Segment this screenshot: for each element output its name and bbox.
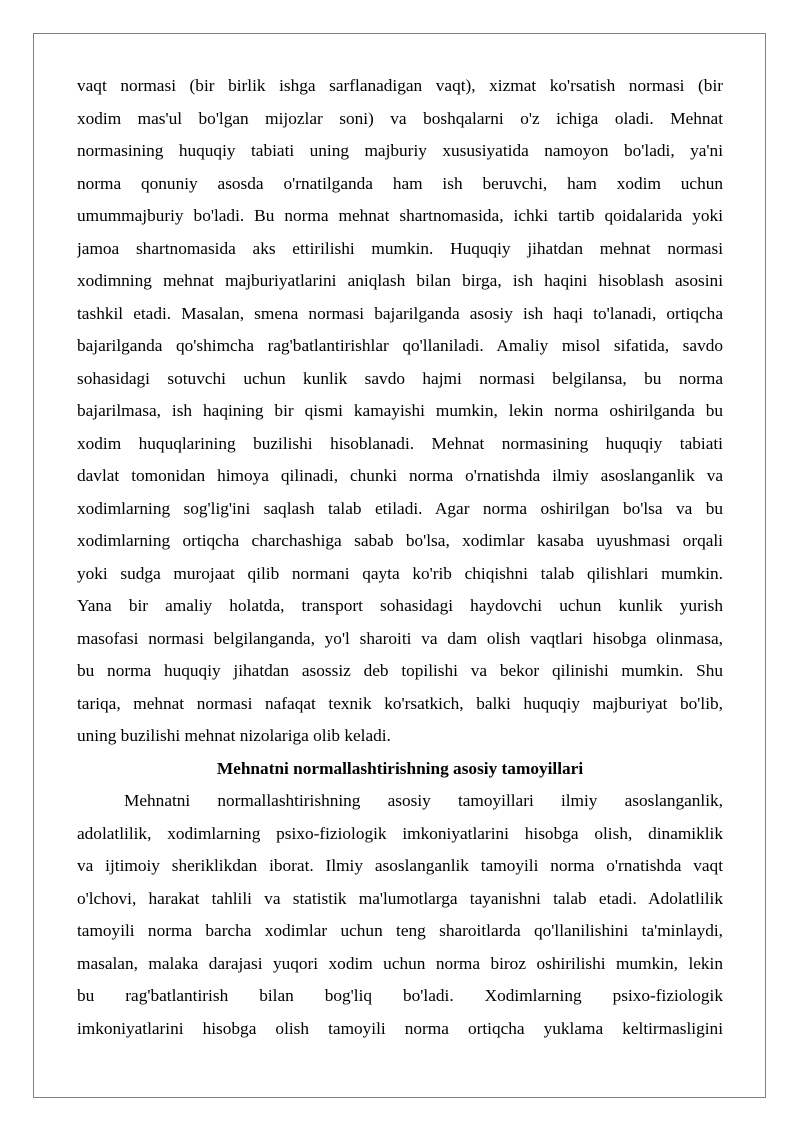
text-line: xodimning mehnat majburiyatlarini aniqlash bilan birga, ish haqini hisoblash asosini [77, 271, 723, 290]
text-line: imkoniyatlarini hisobga olish tamoyili norma ortiqcha yuklama keltirmasligini [77, 1018, 723, 1038]
text-line: bu norma huquqiy jihatdan asossiz deb topilishi va bekor qilinishi mumkin. Shu [77, 661, 723, 680]
text-line: o'lchovi, harakat tahlili va statistik ma'lumotlarga tayanishni talab etadi. Adolatlilik [77, 888, 723, 908]
text-line: tashkil etadi. Masalan, smena normasi bajarilganda asosiy ish haqi to'lanadi, ortiqcha [77, 303, 723, 323]
section-heading: Mehnatni normallashtirishning asosiy tamoyillari [216, 758, 584, 778]
text-line: xodimlarning sog'lig'ini saqlash talab etiladi. Agar norma oshirilgan bo'lsa va bu [77, 498, 723, 518]
text-line: uning buzilishi mehnat nizolariga olib keladi. [77, 726, 391, 745]
text-line: normasining huquqiy tabiati uning majburiy xususiyatida namoyon bo'ladi, ya'ni [77, 141, 723, 160]
text-line: va ijtimoiy sheriklikdan iborat. Ilmiy asoslanganlik tamoyili norma o'rnatishda vaqt [77, 856, 723, 875]
text-line: sohasidagi sotuvchi uchun kunlik savdo hajmi normasi belgilansa, bu norma [77, 368, 723, 388]
text-line: Yana bir amaliy holatda, transport sohasidagi haydovchi uchun kunlik yurish [77, 596, 723, 615]
text-line: tariqa, mehnat normasi nafaqat texnik ko'rsatkich, balki huquqiy majburiyat bo'lib, [77, 693, 723, 713]
text-line: xodimlarning ortiqcha charchashiga sabab bo'lsa, xodimlar kasaba uyushmasi orqali [77, 531, 723, 550]
paragraph-normalization-principles [77, 785, 723, 1045]
text-line: bajarilmasa, ish haqining bir qismi kamayishi mumkin, lekin norma oshirilganda bu [77, 401, 723, 420]
paragraph-labor-norm-legal-nature [77, 70, 723, 753]
text-line: vaqt normasi (bir birlik ishga sarflanadigan vaqt), xizmat ko'rsatish normasi (bir [77, 76, 723, 95]
text-line: xodim mas'ul bo'lgan mijozlar soni) va boshqalarni o'z ichiga oladi. Mehnat [77, 108, 723, 128]
text-line: masofasi normasi belgilanganda, yo'l sharoiti va dam olish vaqtlari hisobga olinmasa, [77, 628, 723, 648]
text-line: umummajburiy bo'ladi. Bu norma mehnat shartnomasida, ichki tartib qoidalarida yoki [77, 206, 723, 225]
text-line: yoki sudga murojaat qilib normani qayta ko'rib chiqishni talab qilishlari mumkin. [77, 563, 723, 583]
text-line: jamoa shartnomasida aks ettirilishi mumkin. Huquqiy jihatdan mehnat normasi [77, 238, 723, 258]
text-line: bajarilganda qo'shimcha rag'batlantirishlar qo'llaniladi. Amaliy misol sifatida, savdo [77, 336, 723, 355]
text-line: adolatlilik, xodimlarning psixo-fiziologik imkoniyatlarini hisobga olish, dinamiklik [77, 823, 723, 843]
text-line: xodim huquqlarining buzilishi hisoblanadi. Mehnat normasining huquqiy tabiati [77, 433, 723, 453]
text-line: bu rag'batlantirish bilan bog'liq bo'ladi. Xodimlarning psixo-fiziologik [77, 986, 723, 1005]
text-line: davlat tomonidan himoya qilinadi, chunki norma o'rnatishda ilmiy asoslanganlik va [77, 466, 723, 485]
text-line: tamoyili norma barcha xodimlar uchun teng sharoitlarda qo'llanilishini ta'minlaydi, [77, 921, 723, 940]
text-line: masalan, malaka darajasi yuqori xodim uchun norma biroz oshirilishi mumkin, lekin [77, 953, 723, 973]
text-line: Mehnatni normallashtirishning asosiy tamoyillari ilmiy asoslanganlik, [124, 791, 723, 810]
document-body [77, 70, 723, 1045]
text-line: norma qonuniy asosda o'rnatilganda ham ish beruvchi, ham xodim uchun [77, 173, 723, 193]
